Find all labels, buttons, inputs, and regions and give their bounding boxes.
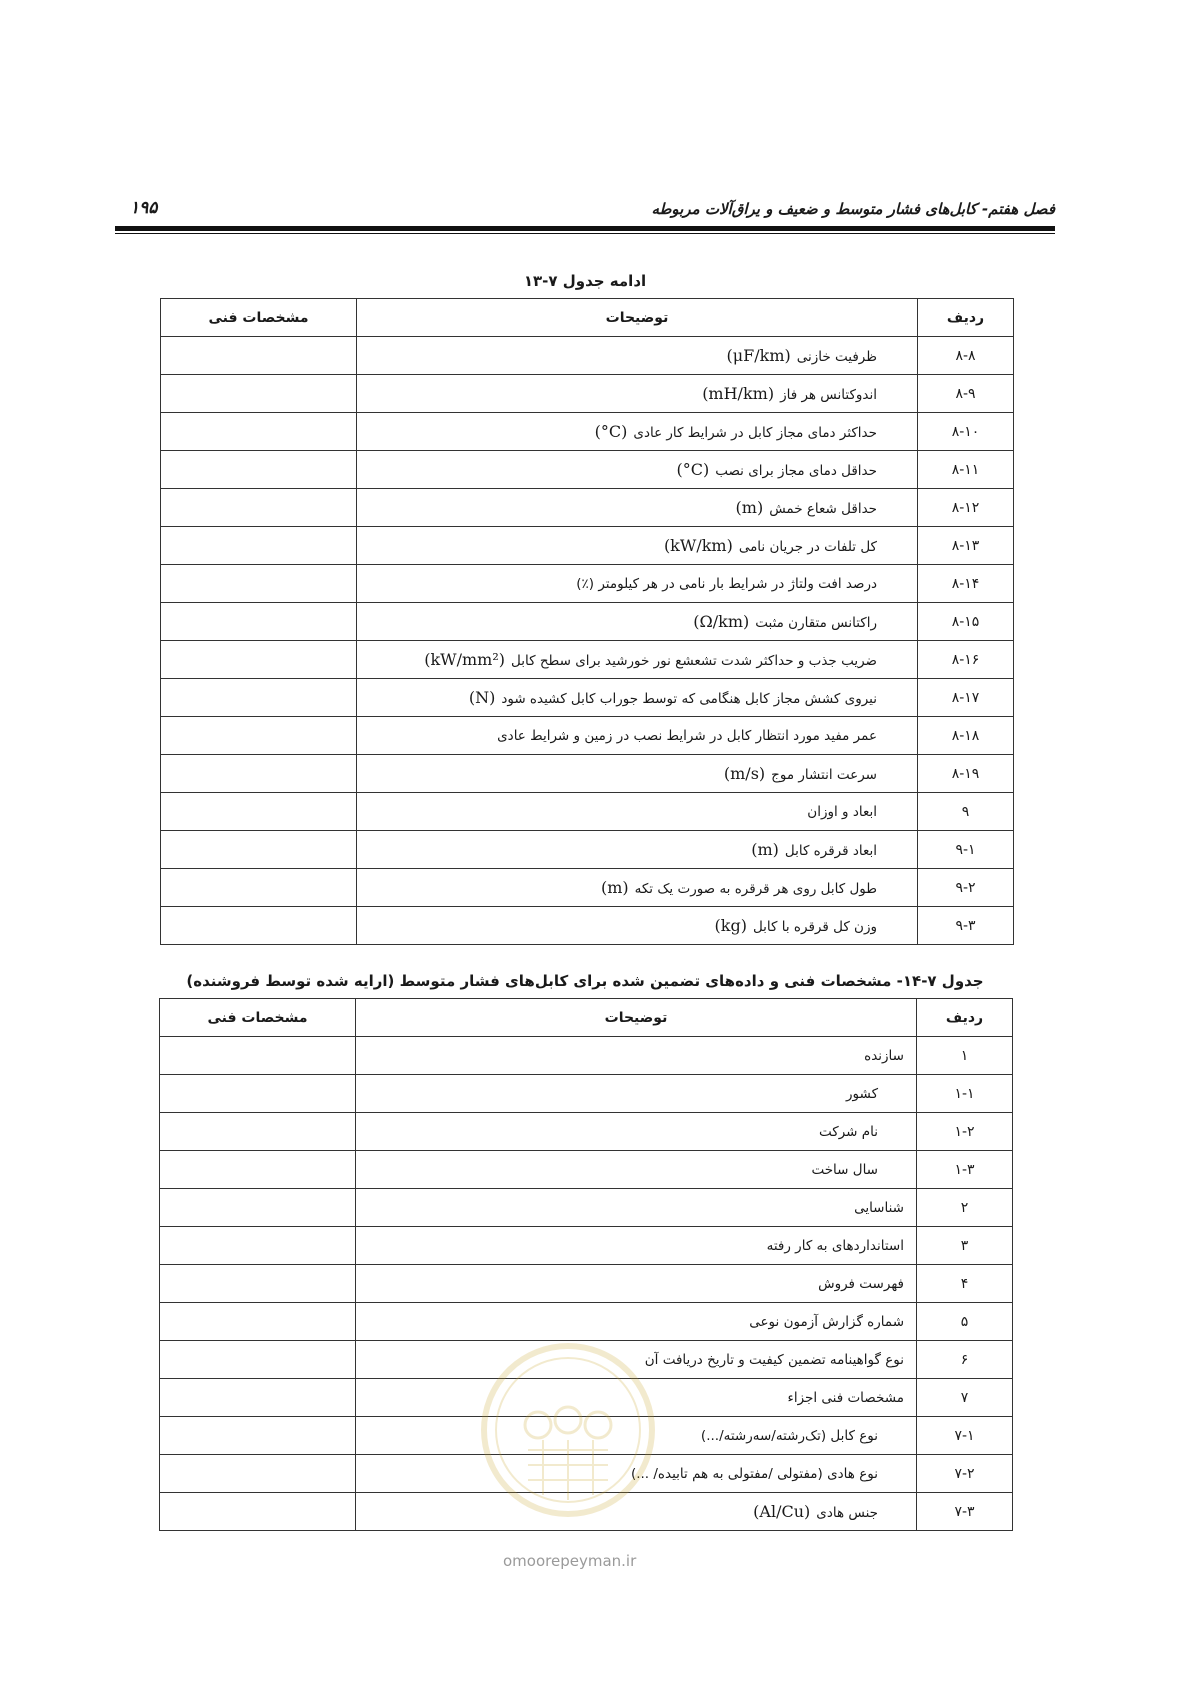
table1-caption: ادامه جدول ۷-۱۳ bbox=[523, 272, 647, 290]
spec-value-cell[interactable] bbox=[161, 641, 357, 679]
table-row bbox=[161, 603, 1014, 641]
table-row bbox=[160, 1227, 1013, 1265]
chapter-title: فصل هفتم- کابل‌های فشار متوسط و ضعیف و یراق‌آلات مربوطه bbox=[651, 200, 1055, 218]
table-row bbox=[160, 1379, 1013, 1417]
row-number: ۷-۱ bbox=[917, 1417, 1013, 1455]
watermark-site: omoorepeyman.ir bbox=[503, 1552, 637, 1570]
table-row bbox=[161, 413, 1014, 451]
table1 bbox=[160, 298, 1014, 945]
row-description bbox=[357, 679, 918, 717]
row-number: ۳ bbox=[917, 1227, 1013, 1265]
spec-value-cell[interactable] bbox=[161, 489, 357, 527]
description-text: کشور bbox=[846, 1085, 878, 1102]
row-description bbox=[357, 565, 918, 603]
spec-value-cell[interactable] bbox=[161, 869, 357, 907]
spec-value-cell[interactable] bbox=[160, 1379, 356, 1417]
spec-value-cell[interactable] bbox=[160, 1417, 356, 1455]
header-rule-thin bbox=[115, 233, 1055, 234]
spec-value-cell[interactable] bbox=[161, 679, 357, 717]
description-text: ابعاد قرقره کابل bbox=[784, 843, 877, 859]
row-number: ۵ bbox=[917, 1303, 1013, 1341]
table-row bbox=[160, 1151, 1013, 1189]
description-text: سال ساخت bbox=[811, 1161, 878, 1178]
row-number: ۸-۱۳ bbox=[918, 527, 1014, 565]
row-number: ۷-۲ bbox=[917, 1455, 1013, 1493]
table-row bbox=[160, 1303, 1013, 1341]
description-text: حداقل شعاع خمش bbox=[769, 501, 877, 517]
unit-label: (Al/Cu) bbox=[753, 1502, 811, 1521]
row-description bbox=[357, 831, 918, 869]
row-number: ۸-۱۹ bbox=[918, 755, 1014, 793]
spec-value-cell[interactable] bbox=[161, 375, 357, 413]
spec-value-cell[interactable] bbox=[161, 793, 357, 831]
description-text: مشخصات فنی اجزاء bbox=[787, 1389, 904, 1406]
description-text: ابعاد و اوزان bbox=[807, 803, 877, 820]
row-description bbox=[357, 527, 918, 565]
row-number: ۴ bbox=[917, 1265, 1013, 1303]
unit-label: (kg) bbox=[714, 916, 747, 935]
description-text: جنس هادی bbox=[816, 1505, 878, 1521]
description-text: حداکثر دمای مجاز کابل در شرایط کار عادی bbox=[633, 425, 877, 441]
unit-label: (°C) bbox=[594, 422, 628, 441]
unit-label: (m) bbox=[751, 840, 779, 859]
description-text: ظرفیت خازنی bbox=[796, 349, 877, 365]
spec-value-cell[interactable] bbox=[160, 1455, 356, 1493]
table-row bbox=[161, 831, 1014, 869]
description-text: حداقل دمای مجاز برای نصب bbox=[715, 463, 877, 479]
row-number: ۱-۲ bbox=[917, 1113, 1013, 1151]
description-text: ضریب جذب و حداکثر شدت تشعشع نور خورشید برای سطح کابل bbox=[511, 653, 877, 669]
description-text: شماره گزارش آزمون نوعی bbox=[749, 1313, 904, 1330]
table-row bbox=[161, 337, 1014, 375]
table-row bbox=[160, 1341, 1013, 1379]
row-description bbox=[356, 1341, 917, 1379]
header-row-number: ردیف bbox=[918, 299, 1014, 337]
table-row bbox=[160, 1265, 1013, 1303]
row-number: ۹-۲ bbox=[918, 869, 1014, 907]
unit-label: (N) bbox=[468, 688, 496, 707]
spec-value-cell[interactable] bbox=[160, 1113, 356, 1151]
spec-value-cell[interactable] bbox=[161, 451, 357, 489]
row-description bbox=[357, 717, 918, 755]
row-description bbox=[357, 755, 918, 793]
row-description bbox=[356, 1227, 917, 1265]
page-number: ۱۹۵ bbox=[130, 198, 158, 218]
table-row bbox=[161, 793, 1014, 831]
table2 bbox=[159, 998, 1013, 1531]
row-number: ۸-۹ bbox=[918, 375, 1014, 413]
row-number: ۸-۱۸ bbox=[918, 717, 1014, 755]
description-text: فهرست فروش bbox=[818, 1275, 904, 1292]
row-description bbox=[356, 1379, 917, 1417]
header-spec: مشخصات فنی bbox=[161, 299, 357, 337]
table-row bbox=[161, 907, 1014, 945]
row-description bbox=[356, 1417, 917, 1455]
spec-value-cell[interactable] bbox=[161, 831, 357, 869]
row-description bbox=[357, 869, 918, 907]
table-row bbox=[160, 1075, 1013, 1113]
unit-label: (m) bbox=[735, 498, 764, 517]
spec-value-cell[interactable] bbox=[161, 907, 357, 945]
spec-value-cell[interactable] bbox=[160, 1189, 356, 1227]
row-description bbox=[356, 1303, 917, 1341]
spec-value-cell[interactable] bbox=[160, 1151, 356, 1189]
unit-label: (m/s) bbox=[723, 764, 766, 783]
row-number: ۸-۱۱ bbox=[918, 451, 1014, 489]
row-number: ۸-۱۰ bbox=[918, 413, 1014, 451]
description-text: نوع هادی (مفتولی /مفتولی به هم تابیده/ ...) bbox=[630, 1465, 878, 1482]
row-description bbox=[356, 1493, 917, 1531]
table-row bbox=[161, 641, 1014, 679]
table-row bbox=[161, 565, 1014, 603]
spec-value-cell[interactable] bbox=[160, 1303, 356, 1341]
row-description bbox=[356, 1151, 917, 1189]
table-row bbox=[160, 1493, 1013, 1531]
spec-value-cell[interactable] bbox=[161, 413, 357, 451]
description-text: اندوکتانس هر فاز bbox=[780, 387, 877, 403]
row-description bbox=[356, 1037, 917, 1075]
table-row bbox=[161, 451, 1014, 489]
row-number: ۹ bbox=[918, 793, 1014, 831]
unit-label: (m) bbox=[600, 878, 629, 897]
spec-value-cell[interactable] bbox=[161, 603, 357, 641]
table-row bbox=[161, 679, 1014, 717]
row-description bbox=[357, 375, 918, 413]
row-description bbox=[357, 793, 918, 831]
description-text: نیروی کشش مجاز کابل هنگامی که توسط جوراب کابل کشیده شود bbox=[501, 691, 877, 707]
description-text: راکتانس متقارن مثبت bbox=[755, 615, 877, 631]
table-row bbox=[161, 755, 1014, 793]
row-description bbox=[357, 337, 918, 375]
description-text: سازنده bbox=[864, 1047, 904, 1064]
description-text: درصد افت ولتاژ در شرایط بار نامی در هر کیلومتر (٪) bbox=[576, 575, 877, 592]
row-number: ۹-۳ bbox=[918, 907, 1014, 945]
row-number: ۲ bbox=[917, 1189, 1013, 1227]
row-number: ۸-۱۲ bbox=[918, 489, 1014, 527]
row-number: ۷-۳ bbox=[917, 1493, 1013, 1531]
table1-header-row bbox=[161, 299, 1014, 337]
spec-value-cell[interactable] bbox=[160, 1341, 356, 1379]
unit-label: (kW/km) bbox=[663, 536, 733, 555]
row-description bbox=[356, 1189, 917, 1227]
header-row-number: ردیف bbox=[917, 999, 1013, 1037]
row-description bbox=[357, 907, 918, 945]
description-text: طول کابل روی هر قرقره به صورت یک تکه bbox=[634, 881, 877, 897]
description-text: وزن کل قرقره با کابل bbox=[752, 919, 877, 935]
table-row bbox=[160, 1113, 1013, 1151]
table-row bbox=[160, 1189, 1013, 1227]
row-description bbox=[356, 1455, 917, 1493]
row-description bbox=[356, 1265, 917, 1303]
header-spec: مشخصات فنی bbox=[160, 999, 356, 1037]
row-number: ۸-۱۴ bbox=[918, 565, 1014, 603]
spec-value-cell[interactable] bbox=[160, 1227, 356, 1265]
description-text: استانداردهای به کار رفته bbox=[766, 1237, 904, 1254]
table-row bbox=[160, 1417, 1013, 1455]
header-description: توضیحات bbox=[357, 299, 918, 337]
table-row bbox=[161, 527, 1014, 565]
row-number: ۸-۱۵ bbox=[918, 603, 1014, 641]
row-description bbox=[356, 1075, 917, 1113]
row-description bbox=[356, 1113, 917, 1151]
row-description bbox=[357, 489, 918, 527]
spec-value-cell[interactable] bbox=[160, 1037, 356, 1075]
unit-label: (Ω/km) bbox=[693, 612, 750, 631]
row-number: ۸-۱۶ bbox=[918, 641, 1014, 679]
row-number: ۸-۱۷ bbox=[918, 679, 1014, 717]
spec-value-cell[interactable] bbox=[161, 717, 357, 755]
description-text: سرعت انتشار موج bbox=[771, 767, 877, 783]
table-row bbox=[160, 1455, 1013, 1493]
row-number: ۱ bbox=[917, 1037, 1013, 1075]
row-description bbox=[357, 641, 918, 679]
spec-value-cell[interactable] bbox=[161, 755, 357, 793]
row-description bbox=[357, 413, 918, 451]
description-text: کل تلفات در جریان نامی bbox=[738, 539, 877, 555]
row-number: ۱-۱ bbox=[917, 1075, 1013, 1113]
description-text: نام شرکت bbox=[819, 1123, 878, 1140]
description-text: شناسایی bbox=[854, 1199, 904, 1216]
row-number: ۹-۱ bbox=[918, 831, 1014, 869]
table-row bbox=[161, 869, 1014, 907]
row-number: ۷ bbox=[917, 1379, 1013, 1417]
unit-label: (μF/km) bbox=[726, 346, 791, 365]
row-description bbox=[357, 451, 918, 489]
description-text: نوع کابل (تک‌رشته/سه‌رشته/...) bbox=[700, 1427, 878, 1444]
table-row bbox=[161, 489, 1014, 527]
row-description bbox=[357, 603, 918, 641]
unit-label: (kW/mm²) bbox=[424, 650, 506, 669]
table-row bbox=[161, 375, 1014, 413]
spec-value-cell[interactable] bbox=[160, 1493, 356, 1531]
table2-caption: جدول ۷-۱۴- مشخصات فنی و داده‌های تضمین شده برای کابل‌های فشار متوسط (ارایه شده توسط فروشنده) bbox=[186, 972, 984, 990]
table2-header-row bbox=[160, 999, 1013, 1037]
spec-value-cell[interactable] bbox=[160, 1265, 356, 1303]
unit-label: (mH/km) bbox=[702, 384, 775, 403]
spec-value-cell[interactable] bbox=[161, 565, 357, 603]
unit-label: (°C) bbox=[676, 460, 710, 479]
page-header bbox=[115, 196, 1055, 236]
row-number: ۸-۸ bbox=[918, 337, 1014, 375]
row-number: ۶ bbox=[917, 1341, 1013, 1379]
table-row bbox=[161, 717, 1014, 755]
spec-value-cell[interactable] bbox=[161, 337, 357, 375]
header-rule bbox=[115, 226, 1055, 231]
row-number: ۱-۳ bbox=[917, 1151, 1013, 1189]
spec-value-cell[interactable] bbox=[160, 1075, 356, 1113]
description-text: عمر مفید مورد انتظار کابل در شرایط نصب در زمین و شرایط عادی bbox=[497, 727, 877, 744]
description-text: نوع گواهینامه تضمین کیفیت و تاریخ دریافت آن bbox=[644, 1351, 904, 1368]
header-description: توضیحات bbox=[356, 999, 917, 1037]
spec-value-cell[interactable] bbox=[161, 527, 357, 565]
table-row bbox=[160, 1037, 1013, 1075]
